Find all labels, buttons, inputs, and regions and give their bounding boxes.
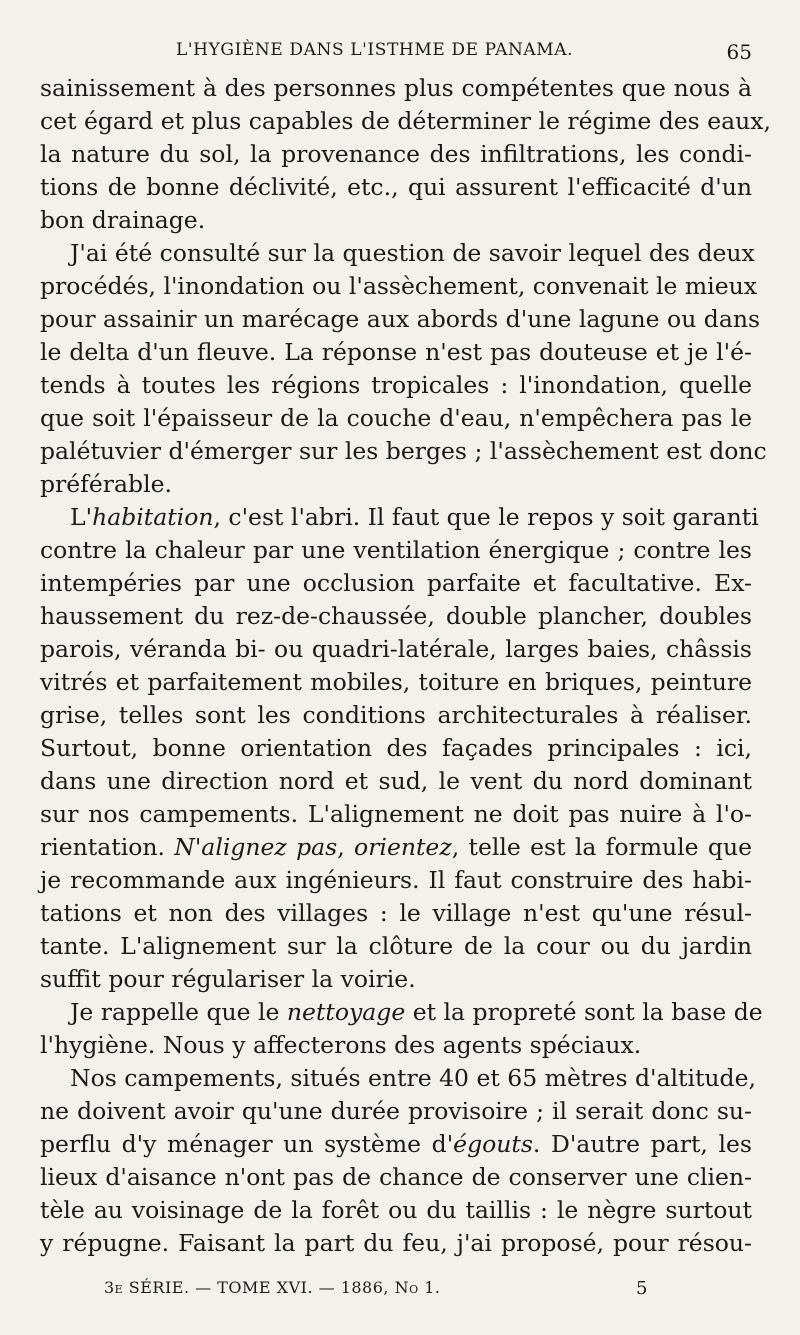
text-line: [40, 138, 752, 171]
text-run: préférable.: [40, 470, 172, 498]
text-line: [40, 765, 752, 798]
body-text: [40, 72, 771, 1260]
text-run: y répugne. Faisant la part du feu, j'ai proposé, pour résou-: [40, 1229, 752, 1257]
text-line: [40, 501, 759, 534]
text-line: [40, 1161, 752, 1194]
text-line: [40, 468, 752, 501]
text-run: . D'autre part, les: [532, 1130, 752, 1158]
text-run: , telle est la formule que: [451, 833, 752, 861]
text-line: [40, 204, 752, 237]
text-line: [40, 732, 752, 765]
italic-term: orientez: [354, 833, 452, 861]
text-line: [40, 930, 752, 963]
text-run: J'ai été consulté sur la question de savoir lequel des deux: [70, 239, 755, 267]
text-run: ,: [337, 833, 355, 861]
text-line: [40, 336, 752, 369]
text-run: haussement du rez-de-chaussée, double plancher, doubles: [40, 602, 752, 630]
text-run: l'hygiène. Nous y affecterons des agents spéciaux.: [40, 1031, 642, 1059]
text-run: tations et non des villages : le village n'est qu'une résul-: [40, 899, 752, 927]
text-line: [40, 369, 752, 402]
text-run: Surtout, bonne orientation des façades principales : ici,: [40, 734, 752, 762]
text-line: [40, 798, 752, 831]
text-line: [40, 402, 752, 435]
text-line: [40, 237, 755, 270]
text-run: sainissement à des personnes plus compétentes que nous à: [40, 74, 752, 102]
text-run: parois, véranda bi- ou quadri-latérale, larges baies, châssis: [40, 635, 752, 663]
italic-term: N'alignez pas: [174, 833, 338, 861]
text-run: je recommande aux ingénieurs. Il faut construire des habi-: [40, 866, 752, 894]
text-line: [40, 435, 767, 468]
page-footer: [40, 1278, 752, 1308]
text-run: , c'est l'abri. Il faut que le repos y soit garanti: [213, 503, 759, 531]
page-number: 65: [726, 40, 752, 64]
text-line: [40, 996, 763, 1029]
italic-term: égouts: [453, 1130, 533, 1158]
italic-term: nettoyage: [286, 998, 406, 1026]
text-line: [40, 600, 752, 633]
text-run: dans une direction nord et sud, le vent du nord dominant: [40, 767, 752, 795]
italic-term: habitation: [92, 503, 214, 531]
text-line: [40, 1095, 752, 1128]
text-run: lieux d'aisance n'ont pas de chance de conserver une clien-: [40, 1163, 752, 1191]
text-run: la nature du sol, la provenance des infiltrations, les condi-: [40, 140, 752, 168]
text-run: perflu d'y ménager un système d': [40, 1130, 454, 1158]
text-line: [40, 72, 752, 105]
text-run: tante. L'alignement sur la clôture de la cour ou du jardin: [40, 932, 752, 960]
text-run: suffit pour régulariser la voirie.: [40, 965, 416, 993]
signature-number: 5: [636, 1278, 648, 1299]
running-header: [40, 40, 752, 70]
text-line: [40, 270, 757, 303]
text-run: le delta d'un fleuve. La réponse n'est pas douteuse et je l'é-: [40, 338, 752, 366]
text-line: [40, 1227, 752, 1260]
text-run: vitrés et parfaitement mobiles, toiture en briques, peinture: [40, 668, 752, 696]
text-run: sur nos campements. L'alignement ne doit pas nuire à l'o-: [40, 800, 752, 828]
text-run: intempéries par une occlusion parfaite et facultative. Ex-: [40, 569, 752, 597]
text-run: palétuvier d'émerger sur les berges ; l'assèchement est donc: [40, 437, 767, 465]
text-run: ne doivent avoir qu'une durée provisoire ; il serait donc su-: [40, 1097, 752, 1125]
text-line: [40, 171, 752, 204]
text-run: L': [70, 503, 93, 531]
text-run: tions de bonne déclivité, etc., qui assurent l'efficacité d'un: [40, 173, 752, 201]
text-line: [40, 666, 752, 699]
text-run: tends à toutes les régions tropicales : l'inondation, quelle: [40, 371, 752, 399]
text-line: [40, 1128, 752, 1161]
text-run: cet égard et plus capables de déterminer le régime des eaux,: [40, 107, 771, 135]
signature-line: 3e SÉRIE. — TOME XVI. — 1886, No 1.: [104, 1278, 441, 1297]
text-run: contre la chaleur par une ventilation énergique ; contre les: [40, 536, 752, 564]
text-line: [40, 897, 752, 930]
text-run: que soit l'épaisseur de la couche d'eau, n'empêchera pas le: [40, 404, 752, 432]
text-line: [40, 1029, 752, 1062]
text-line: [40, 105, 771, 138]
text-run: bon drainage.: [40, 206, 206, 234]
text-line: [40, 303, 761, 336]
running-title: L'HYGIÈNE DANS L'ISTHME DE PANAMA.: [176, 40, 574, 60]
text-line: [40, 534, 752, 567]
text-run: grise, telles sont les conditions architecturales à réaliser.: [40, 701, 752, 729]
text-run: et la propreté sont la base de: [405, 998, 763, 1026]
text-run: rientation.: [40, 833, 175, 861]
text-line: [40, 831, 752, 864]
text-run: Je rappelle que le: [70, 998, 287, 1026]
text-run: tèle au voisinage de la forêt ou du taillis : le nègre surtout: [40, 1196, 752, 1224]
text-line: [40, 699, 752, 732]
text-line: [40, 1062, 756, 1095]
text-line: [40, 567, 752, 600]
text-line: [40, 633, 752, 666]
text-run: procédés, l'inondation ou l'assèchement, convenait le mieux: [40, 272, 757, 300]
text-line: [40, 864, 752, 897]
text-line: [40, 1194, 752, 1227]
text-run: Nos campements, situés entre 40 et 65 mètres d'altitude,: [70, 1064, 756, 1092]
text-run: pour assainir un marécage aux abords d'une lagune ou dans: [40, 305, 761, 333]
text-line: [40, 963, 752, 996]
